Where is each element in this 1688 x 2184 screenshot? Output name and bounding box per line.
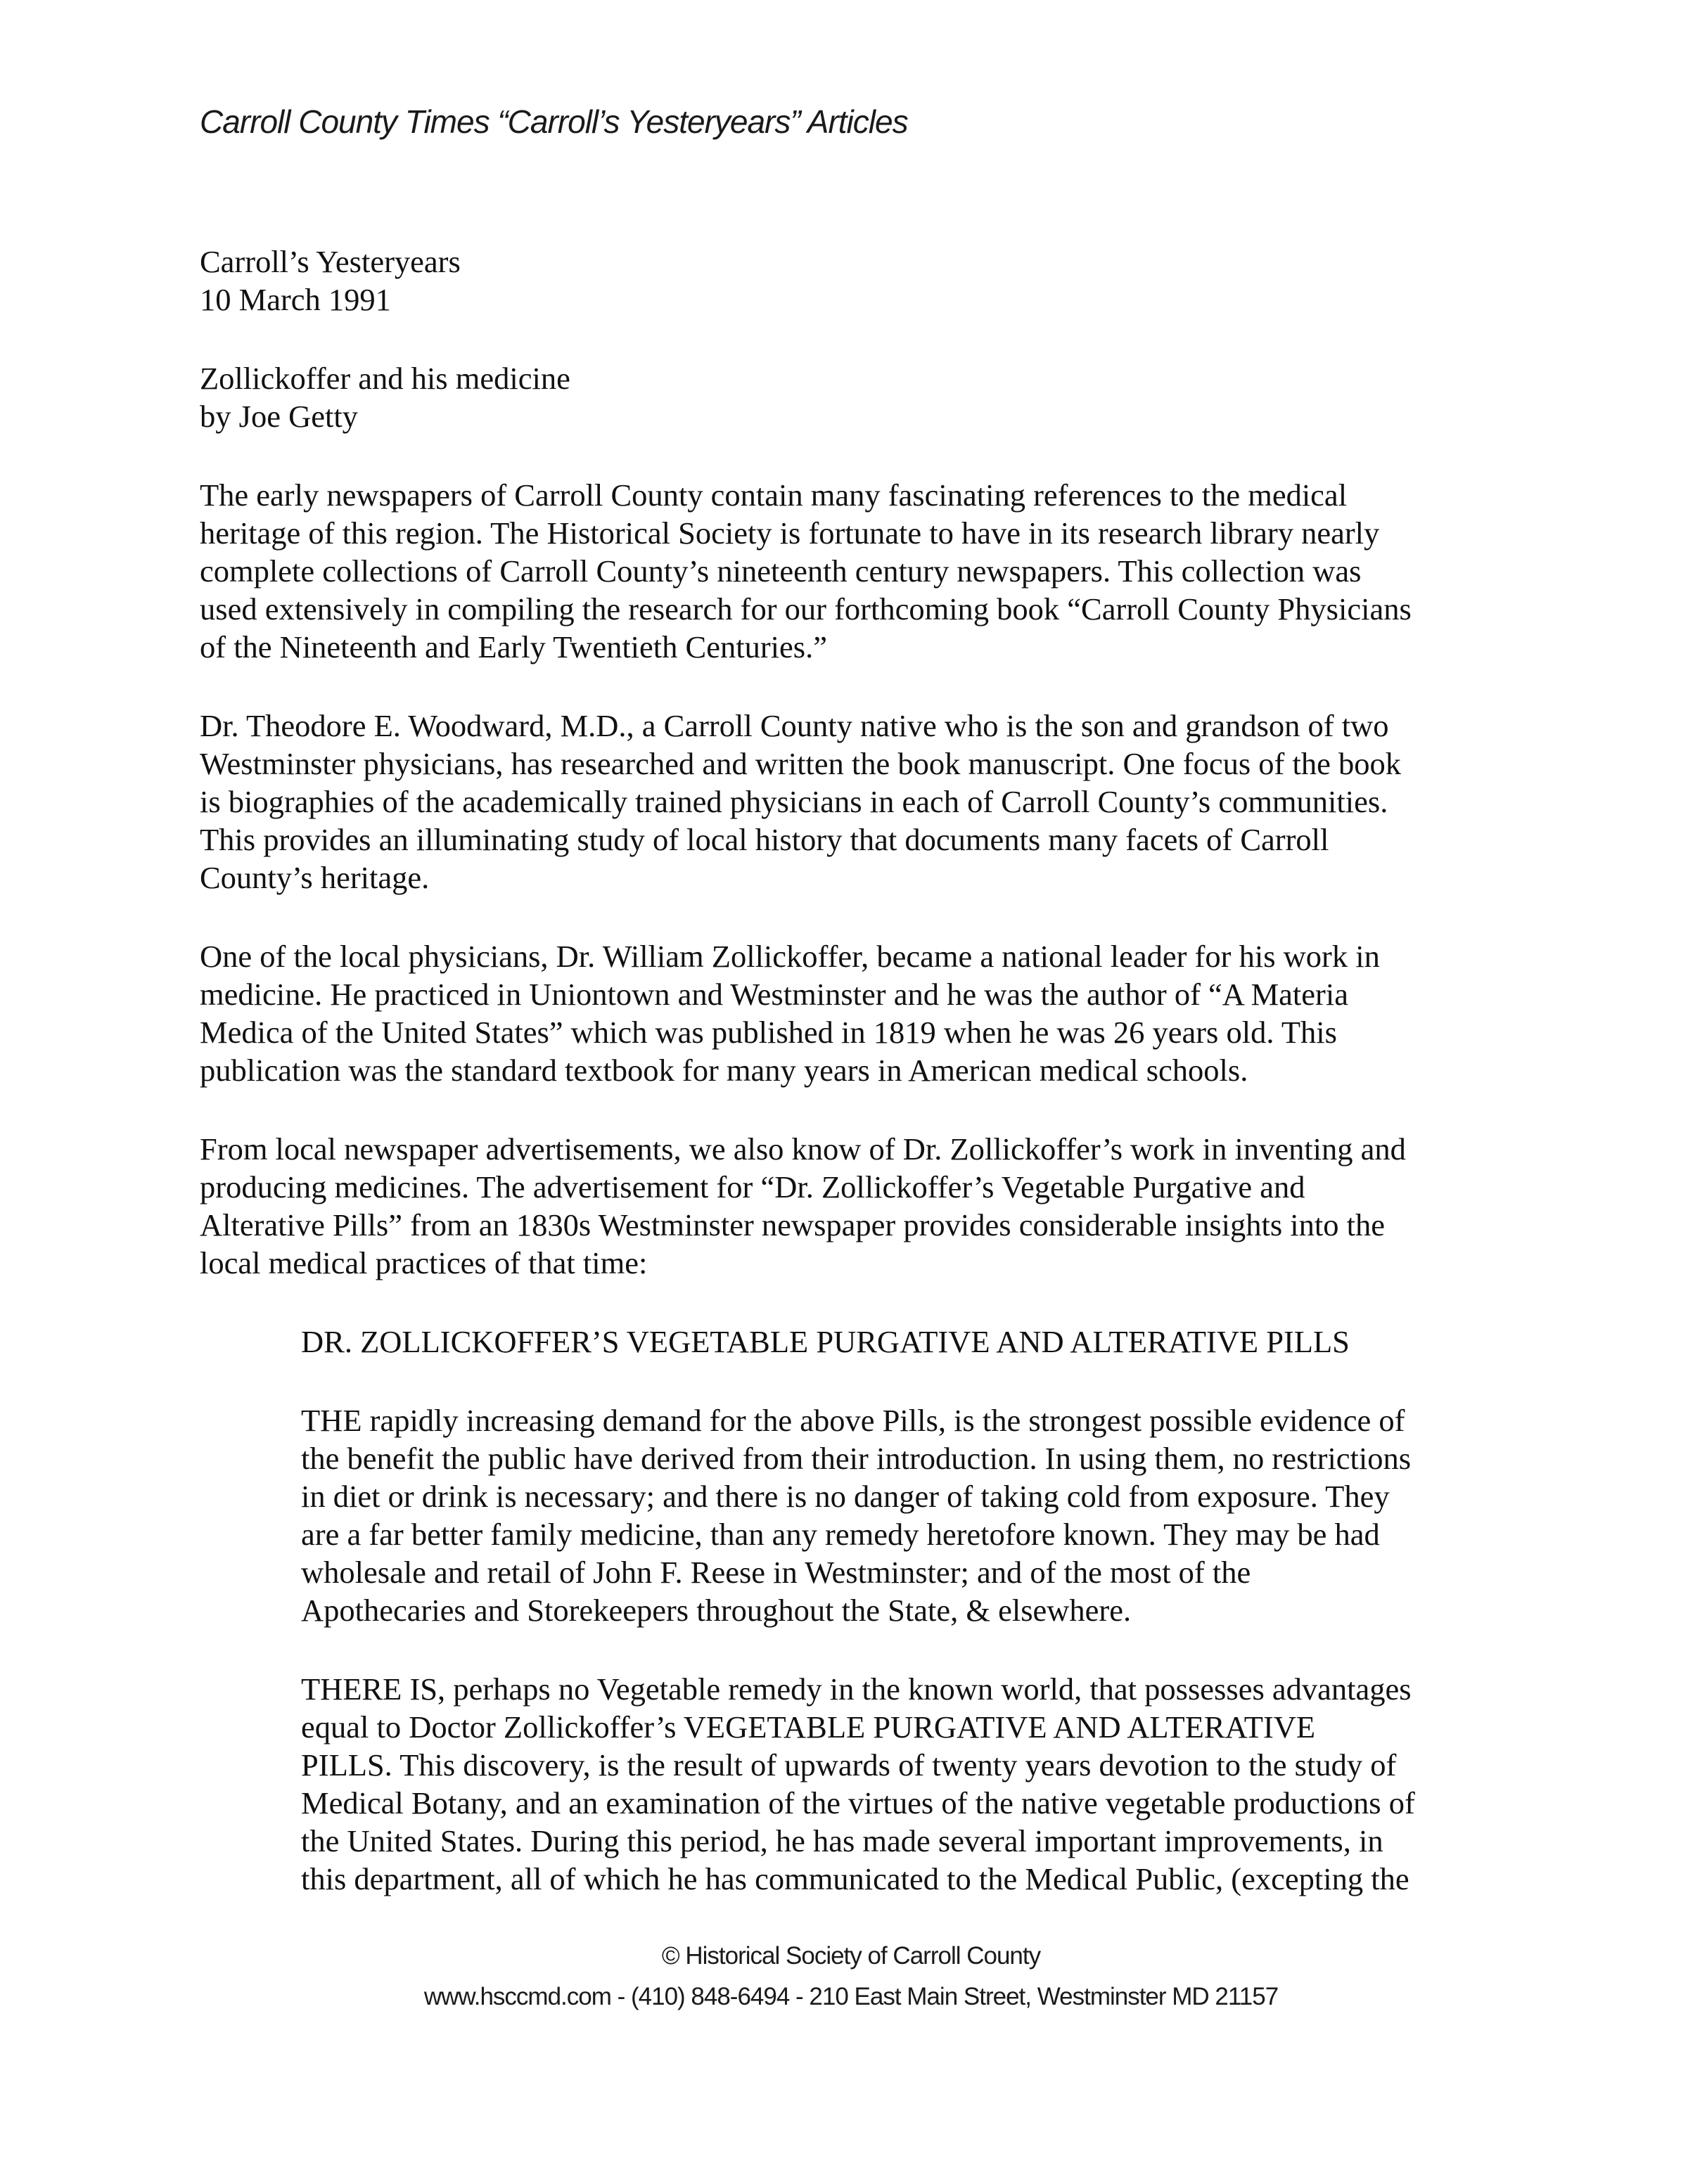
text-line: in diet or drink is necessary; and there is no danger of taking cold from exposure. They: [301, 1479, 1390, 1514]
paragraph: [200, 937, 1522, 1089]
paragraph: [200, 281, 1522, 319]
text-line: medicine. He practiced in Uniontown and Westminster and he was the author of “A Materia: [200, 977, 1348, 1012]
text-line: are a far better family medicine, than any remedy heretofore known. They may be had: [301, 1517, 1380, 1552]
running-header: Carroll County Times “Carroll’s Yesteryears” Articles: [200, 103, 908, 140]
text-line: DR. ZOLLICKOFFER’S VEGETABLE PURGATIVE AND ALTERATIVE PILLS: [301, 1324, 1350, 1359]
paragraph: [200, 243, 1522, 281]
paragraph: [200, 359, 1522, 397]
text-line: Carroll’s Yesteryears: [200, 244, 461, 279]
article-body: [200, 243, 1522, 1898]
text-line: Westminster physicians, has researched and written the book manuscript. One focus of the book: [200, 746, 1401, 781]
text-line: of the Nineteenth and Early Twentieth Centuries.”: [200, 629, 827, 664]
text-line: THERE IS, perhaps no Vegetable remedy in the known world, that possesses advantages: [301, 1671, 1412, 1707]
text-line: used extensively in compiling the research for our forthcoming book “Carroll County Physicians: [200, 591, 1412, 627]
quoted-paragraph: [301, 1401, 1522, 1629]
text-line: The early newspapers of Carroll County contain many fascinating references to the medical: [200, 477, 1348, 513]
text-line: this department, all of which he has communicated to the Medical Public, (excepting the: [301, 1861, 1409, 1896]
text-line: is biographies of the academically trained physicians in each of Carroll County’s communities.: [200, 784, 1388, 819]
text-line: equal to Doctor Zollickoffer’s VEGETABLE PURGATIVE AND ALTERATIVE: [301, 1709, 1316, 1745]
text-line: Zollickoffer and his medicine: [200, 361, 570, 396]
text-line: THE rapidly increasing demand for the above Pills, is the strongest possible evidence of: [301, 1403, 1405, 1438]
paragraph: [200, 476, 1522, 666]
text-line: publication was the standard textbook for many years in American medical schools.: [200, 1053, 1248, 1088]
paragraph: [200, 707, 1522, 897]
text-line: the benefit the public have derived from their introduction. In using them, no restrictions: [301, 1441, 1412, 1476]
text-line: Medica of the United States” which was published in 1819 when he was 26 years old. This: [200, 1015, 1337, 1050]
paragraph: [200, 397, 1522, 435]
text-line: One of the local physicians, Dr. William Zollickoffer, became a national leader for his work in: [200, 939, 1380, 974]
quoted-paragraph: [301, 1670, 1522, 1898]
text-line: Apothecaries and Storekeepers throughout the State, & elsewhere.: [301, 1593, 1132, 1628]
text-line: Medical Botany, and an examination of the virtues of the native vegetable productions of: [301, 1785, 1415, 1820]
text-line: wholesale and retail of John F. Reese in Westminster; and of the most of the: [301, 1555, 1251, 1590]
footer-contact: www.hsccmd.com - (410) 848-6494 - 210 East Main Street, Westminster MD 21157: [423, 1983, 1279, 2010]
text-line: PILLS. This discovery, is the result of upwards of twenty years devotion to the study of: [301, 1747, 1397, 1782]
text-line: complete collections of Carroll County’s nineteenth century newspapers. This collection was: [200, 553, 1362, 589]
text-line: Dr. Theodore E. Woodward, M.D., a Carroll County native who is the son and grandson of two: [200, 708, 1389, 743]
text-line: Alterative Pills” from an 1830s Westminster newspaper provides considerable insights into the: [200, 1207, 1386, 1242]
text-line: County’s heritage.: [200, 860, 430, 895]
text-line: the United States. During this period, he has made several important improvements, in: [301, 1823, 1383, 1858]
text-line: local medical practices of that time:: [200, 1245, 648, 1280]
text-line: producing medicines. The advertisement for “Dr. Zollickoffer’s Vegetable Purgative and: [200, 1169, 1305, 1205]
quoted-paragraph: [301, 1323, 1522, 1361]
footer-copyright: © Historical Society of Carroll County: [661, 1942, 1041, 1970]
text-line: 10 March 1991: [200, 282, 391, 317]
text-line: heritage of this region. The Historical Society is fortunate to have in its research library nearly: [200, 515, 1380, 551]
text-line: From local newspaper advertisements, we also know of Dr. Zollickoffer’s work in inventing and: [200, 1131, 1406, 1167]
text-line: This provides an illuminating study of local history that documents many facets of Carroll: [200, 822, 1329, 857]
paragraph: [200, 1130, 1522, 1282]
text-line: by Joe Getty: [200, 399, 358, 434]
